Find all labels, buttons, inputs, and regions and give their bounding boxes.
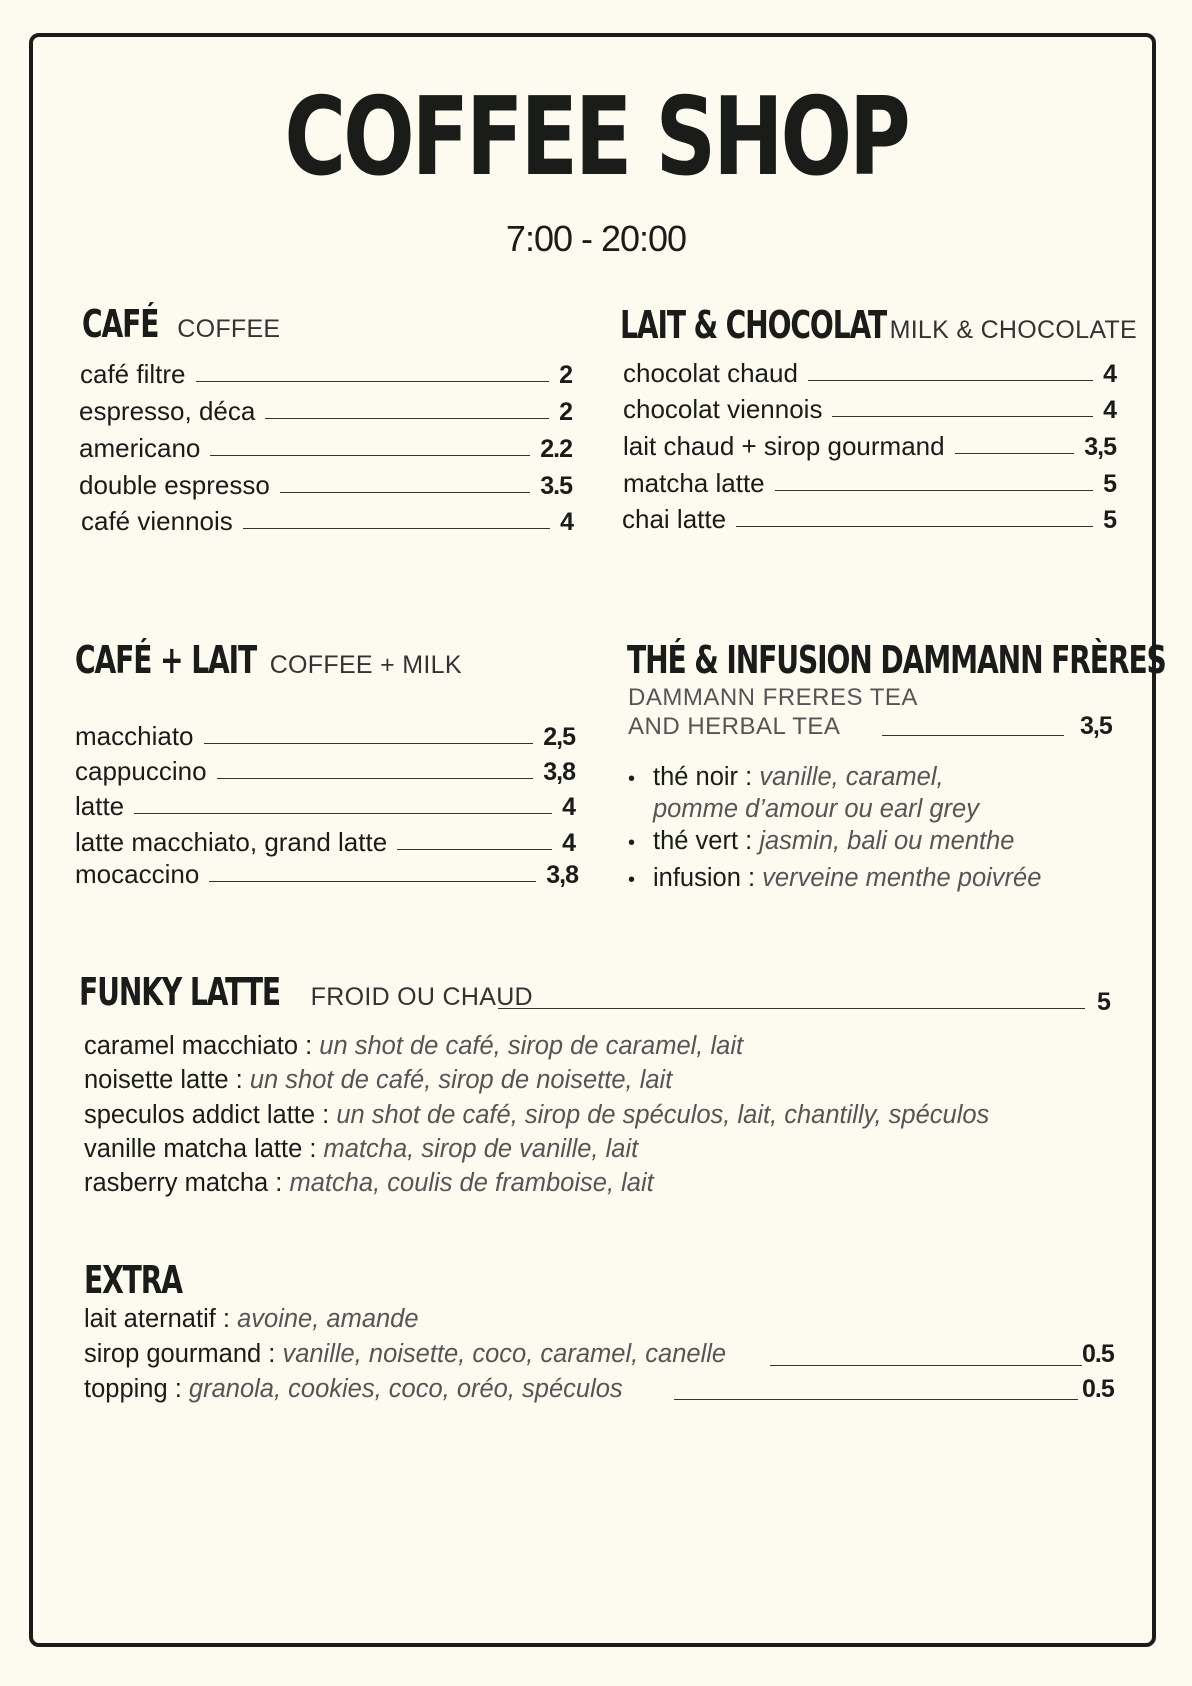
item-name: caramel macchiato : — [84, 1032, 320, 1060]
item-name: double espresso — [79, 470, 270, 500]
item-price: 4 — [1103, 360, 1116, 388]
leader-line — [280, 492, 530, 493]
item-name: rasberry matcha : — [84, 1169, 290, 1197]
bullet-dot: • — [628, 768, 636, 790]
item-name: americano — [79, 433, 201, 463]
leader-line — [397, 849, 552, 850]
item-name: lait chaud + sirop gourmand — [623, 431, 945, 461]
item-name: café filtre — [80, 359, 186, 389]
item-price: 3.5 — [540, 472, 572, 500]
section-title: THÉ & INFUSION DAMMANN FRÈRES — [627, 638, 1166, 682]
section-subtitle: MILK & CHOCOLATE — [889, 316, 1138, 344]
item-desc: matcha, sirop de vanille, lait — [323, 1135, 639, 1163]
section-funky-header — [79, 970, 533, 1014]
section-subtitle: FROID OU CHAUD — [310, 983, 533, 1011]
menu-item — [75, 826, 575, 858]
section-title: FUNKY LATTE — [79, 970, 281, 1014]
leader-line — [832, 416, 1093, 417]
leader-line — [674, 1399, 1078, 1400]
item-name: chocolat viennois — [623, 394, 823, 424]
bullet-label: thé noir : — [653, 763, 753, 791]
item-desc: matcha, coulis de framboise, lait — [289, 1169, 654, 1197]
tea-bullet — [628, 827, 1014, 856]
item-name: sirop gourmand : — [84, 1340, 283, 1368]
item-name: chocolat chaud — [623, 358, 798, 388]
leader-line — [210, 455, 530, 456]
item-name: chai latte — [622, 504, 727, 534]
funky-item — [84, 1169, 654, 1198]
item-price: 2 — [559, 361, 572, 389]
funky-item — [84, 1032, 743, 1061]
bullet-label: infusion : — [653, 864, 756, 892]
menu-item — [75, 720, 575, 752]
section-subtitle: COFFEE — [177, 315, 281, 343]
menu-item — [623, 467, 1116, 499]
leader-line — [217, 778, 534, 779]
tea-bullet — [628, 864, 1041, 893]
item-price: 0.5 — [1082, 1340, 1114, 1368]
item-price: 2,5 — [543, 723, 575, 751]
leader-line — [775, 490, 1093, 491]
leader-line — [808, 380, 1093, 381]
menu-item — [623, 357, 1116, 389]
item-price: 2.2 — [540, 435, 572, 463]
section-title: EXTRA — [84, 1258, 182, 1302]
menu-item — [75, 790, 575, 822]
extra-item — [84, 1375, 623, 1404]
item-name: vanille matcha latte : — [84, 1135, 324, 1163]
item-price: 4 — [1103, 396, 1116, 424]
menu-item — [623, 430, 1116, 462]
item-price: 3,8 — [546, 861, 578, 889]
leader-line — [882, 735, 1064, 736]
menu-item — [79, 432, 572, 464]
item-price: 5 — [1097, 988, 1110, 1016]
item-name: café viennois — [81, 506, 233, 536]
leader-line — [770, 1365, 1082, 1366]
funky-item — [84, 1135, 638, 1164]
item-name: latte — [75, 791, 125, 821]
opening-hours: 7:00 - 20:00 — [505, 218, 687, 259]
bullet-dot: • — [628, 832, 636, 854]
bullet-label: thé vert : — [653, 827, 753, 855]
item-desc: vanille, noisette, coco, caramel, canelle — [282, 1340, 727, 1368]
item-name: noisette latte : — [84, 1066, 250, 1094]
item-name: speculos addict latte : — [84, 1101, 337, 1129]
extra-item — [84, 1340, 726, 1369]
bullet-desc: jasmin, bali ou menthe — [759, 827, 1015, 855]
menu-item — [80, 358, 572, 390]
section-subtitle: COFFEE + MILK — [269, 651, 462, 679]
leader-line — [955, 453, 1075, 454]
section-title: CAFÉ + LAIT — [75, 638, 257, 682]
section-subtitle: DAMMANN FRERES TEA — [628, 684, 918, 711]
leader-line — [736, 526, 1093, 527]
item-price: 4 — [560, 508, 573, 536]
leader-line — [209, 881, 536, 882]
item-name: latte macchiato, grand latte — [75, 827, 388, 857]
tea-bullet-continuation — [653, 795, 979, 824]
item-price: 3,5 — [1080, 712, 1112, 740]
menu-item — [622, 503, 1116, 535]
item-price: 0.5 — [1082, 1375, 1114, 1403]
leader-line — [498, 1008, 1085, 1009]
item-desc: un shot de café, sirop de caramel, lait — [319, 1032, 744, 1060]
menu-item — [75, 755, 575, 787]
item-name: mocaccino — [75, 859, 200, 889]
section-title: LAIT & CHOCOLAT — [620, 303, 887, 347]
item-price: 4 — [562, 793, 575, 821]
item-name: macchiato — [75, 721, 194, 751]
funky-item — [84, 1101, 989, 1130]
menu-item — [79, 395, 572, 427]
section-title: CAFÉ — [82, 302, 159, 346]
item-price: 3,5 — [1084, 433, 1116, 461]
extra-item — [84, 1305, 419, 1334]
section-lait-chocolat-header — [620, 303, 1137, 347]
item-name: matcha latte — [623, 468, 765, 498]
item-name: topping : — [84, 1375, 189, 1403]
menu-item — [623, 393, 1116, 425]
item-name: espresso, déca — [79, 396, 256, 426]
item-desc: un shot de café, sirop de noisette, lait — [249, 1066, 673, 1094]
menu-item — [81, 505, 573, 537]
menu-item — [79, 469, 572, 501]
item-price: 4 — [562, 829, 575, 857]
section-extra-header — [84, 1258, 216, 1302]
bullet-dot: • — [628, 869, 636, 891]
item-desc: avoine, amande — [237, 1305, 419, 1333]
bullet-desc: pomme d’amour ou earl grey — [653, 795, 979, 823]
tea-bullet — [628, 763, 944, 792]
bullet-desc: verveine menthe poivrée — [762, 864, 1042, 892]
leader-line — [204, 743, 534, 744]
bullet-desc: vanille, caramel, — [759, 763, 944, 791]
page-title: COFFEE SHOP — [284, 75, 908, 200]
section-subtitle: AND HERBAL TEA — [628, 713, 841, 740]
section-the-header — [627, 638, 1192, 682]
funky-item — [84, 1066, 672, 1095]
leader-line — [265, 418, 549, 419]
leader-line — [134, 813, 552, 814]
menu-item — [75, 858, 578, 890]
section-cafe-lait-header — [75, 638, 462, 682]
leader-line — [196, 381, 550, 382]
item-price: 3,8 — [543, 758, 575, 786]
item-name: lait aternatif : — [84, 1305, 238, 1333]
leader-line — [243, 528, 550, 529]
item-name: cappuccino — [75, 756, 207, 786]
item-price: 5 — [1103, 470, 1116, 498]
section-cafe-header — [82, 302, 280, 346]
item-desc: granola, cookies, coco, oréo, spéculos — [188, 1375, 623, 1403]
item-price: 2 — [559, 398, 572, 426]
item-price: 5 — [1103, 506, 1116, 534]
item-desc: un shot de café, sirop de spéculos, lait, chantilly, spéculos — [336, 1101, 990, 1129]
